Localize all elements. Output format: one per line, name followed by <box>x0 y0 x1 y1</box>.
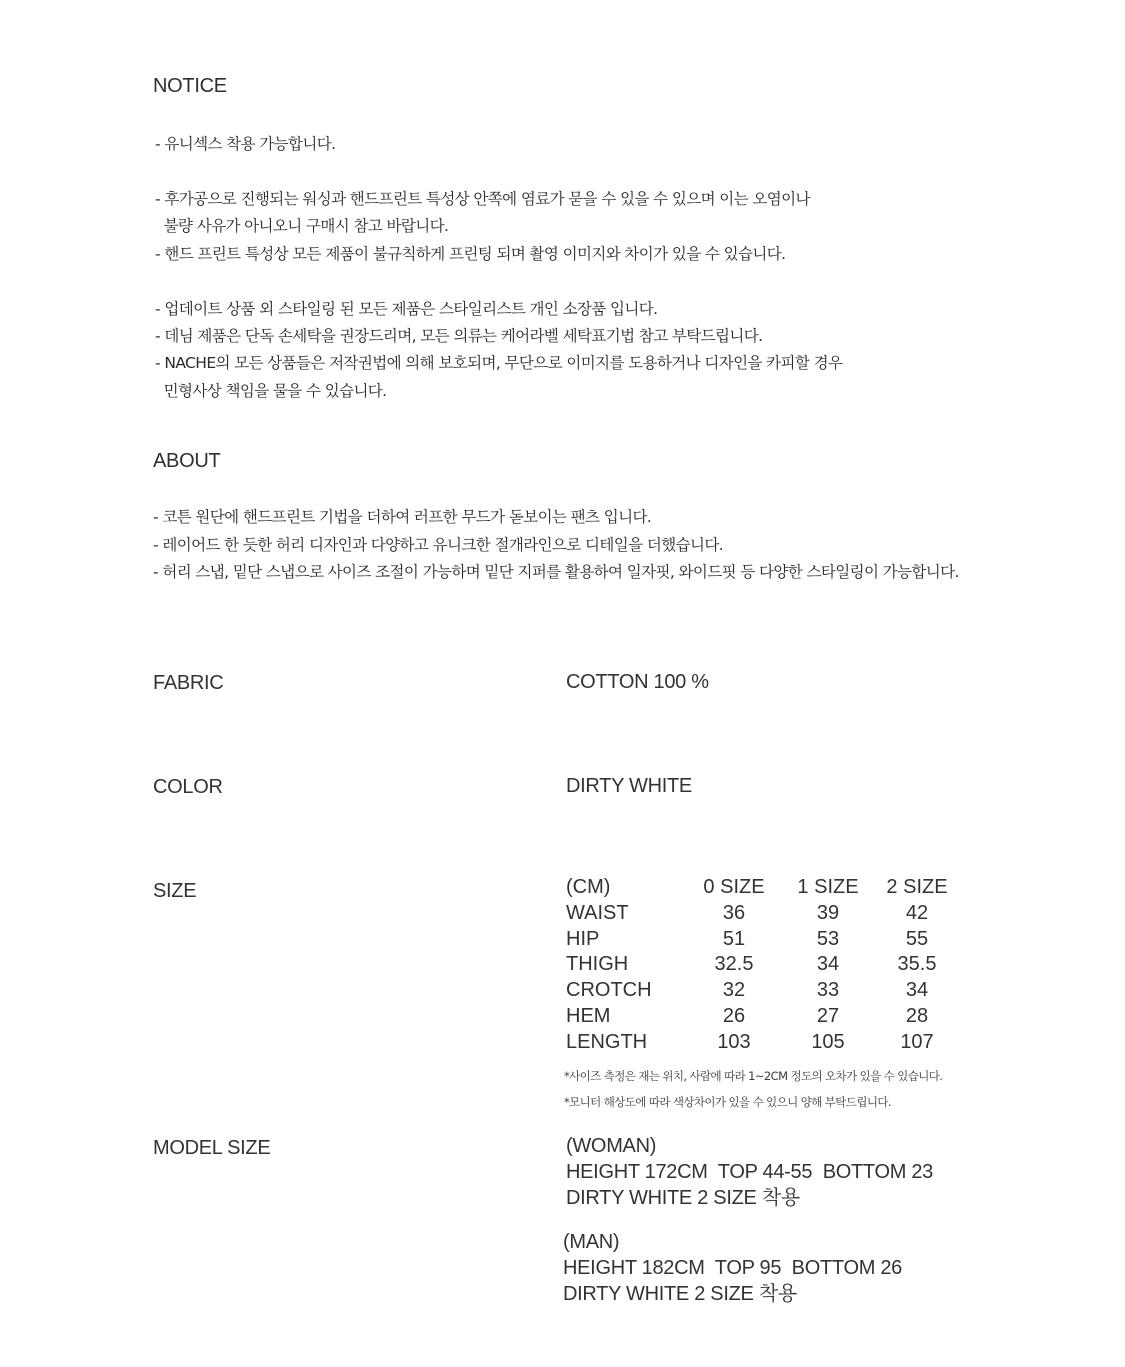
fabric-label: FABRIC <box>153 672 224 694</box>
size-header-0: 0 SIZE <box>703 876 765 898</box>
size-cell: 28 <box>905 1004 929 1027</box>
model-woman-wearing: DIRTY WHITE 2 SIZE 착용 <box>566 1187 800 1209</box>
size-cell: 32 <box>722 979 746 1002</box>
size-cell: 35.5 <box>897 953 937 976</box>
size-cell: 53 <box>816 927 840 950</box>
size-table-row <box>566 1030 952 1056</box>
about-heading: ABOUT <box>153 450 221 472</box>
size-row-label: HIP <box>566 927 600 950</box>
size-row-label: LENGTH <box>566 1030 648 1053</box>
size-cell: 34 <box>816 953 840 976</box>
size-cell: 33 <box>816 979 840 1002</box>
size-row-label: HEM <box>566 1004 611 1027</box>
size-note: *모니터 해상도에 따라 색상차이가 있을 수 있으니 양해 부탁드립니다. <box>564 1095 891 1109</box>
model-woman-block <box>566 1133 933 1211</box>
size-header-2: 2 SIZE <box>886 876 948 898</box>
size-table-row <box>566 978 952 1004</box>
model-size-label: MODEL SIZE <box>153 1137 271 1159</box>
size-note: *사이즈 측정은 재는 위치, 사람에 따라 1~2CM 정도의 오차가 있을 수 있습니다. <box>564 1069 943 1083</box>
notice-line: - 후가공으로 진행되는 워싱과 핸드프린트 특성상 안쪽에 염료가 묻을 수 있을 수 있으며 이는 오염이나 <box>155 190 810 208</box>
notice-heading: NOTICE <box>153 75 227 97</box>
size-header-unit: (CM) <box>566 876 611 898</box>
size-cell: 103 <box>717 1030 751 1053</box>
size-cell: 32.5 <box>714 953 754 976</box>
notice-line: 민형사상 책임을 물을 수 있습니다. <box>155 382 387 400</box>
size-cell: 27 <box>816 1004 840 1027</box>
model-man-measurements: HEIGHT 182CM TOP 95 BOTTOM 26 <box>563 1257 902 1279</box>
size-table <box>566 875 952 1056</box>
size-table-row <box>566 1004 952 1030</box>
about-line: - 코튼 원단에 핸드프린트 기법을 더하여 러프한 무드가 돋보이는 팬츠 입니다. <box>153 508 652 526</box>
size-cell: 51 <box>722 927 746 950</box>
size-row-label: CROTCH <box>566 979 652 1002</box>
model-man-wearing: DIRTY WHITE 2 SIZE 착용 <box>563 1283 797 1305</box>
model-man-block <box>563 1229 902 1307</box>
size-row-label: WAIST <box>566 901 629 924</box>
model-woman-measurements: HEIGHT 172CM TOP 44-55 BOTTOM 23 <box>566 1161 933 1183</box>
notice-line: - NACHE의 모든 상품들은 저작권법에 의해 보호되며, 무단으로 이미지를 도용하거나 디자인을 카피할 경우 <box>155 354 843 372</box>
size-header-1: 1 SIZE <box>797 876 859 898</box>
notice-line: - 핸드 프린트 특성상 모든 제품이 불규칙하게 프린팅 되며 촬영 이미지와 차이가 있을 수 있습니다. <box>155 245 786 263</box>
about-line: - 레이어드 한 듯한 허리 디자인과 다양하고 유니크한 절개라인으로 디테일을 더했습니다. <box>153 536 724 554</box>
size-table-header-row <box>566 875 952 901</box>
size-cell: 39 <box>816 901 840 924</box>
model-woman-title: (WOMAN) <box>566 1135 657 1157</box>
size-cell: 34 <box>905 979 929 1002</box>
size-cell: 26 <box>722 1004 746 1027</box>
notice-line: 불량 사유가 아니오니 구매시 참고 바랍니다. <box>155 217 449 235</box>
size-label: SIZE <box>153 880 197 902</box>
size-row-label: THIGH <box>566 953 629 976</box>
size-table-row <box>566 901 952 927</box>
size-cell: 55 <box>905 927 929 950</box>
notice-line: - 업데이트 상품 외 스타일링 된 모든 제품은 스타일리스트 개인 소장품 입니다. <box>155 300 658 318</box>
color-value: DIRTY WHITE <box>566 775 692 797</box>
notice-line: - 데님 제품은 단독 손세탁을 권장드리며, 모든 의류는 케어라벨 세탁표기법 참고 부탁드립니다. <box>155 327 763 345</box>
size-table-row <box>566 927 952 953</box>
size-cell: 42 <box>905 901 929 924</box>
model-man-title: (MAN) <box>563 1231 620 1253</box>
color-label: COLOR <box>153 776 223 798</box>
fabric-value: COTTON 100 % <box>566 671 709 693</box>
size-cell: 107 <box>900 1030 934 1053</box>
size-cell: 36 <box>722 901 746 924</box>
about-line: - 허리 스냅, 밑단 스냅으로 사이즈 조절이 가능하며 밑단 지퍼를 활용하여 일자핏, 와이드핏 등 다양한 스타일링이 가능합니다. <box>153 563 959 581</box>
size-cell: 105 <box>811 1030 845 1053</box>
notice-line: - 유니섹스 착용 가능합니다. <box>155 135 336 153</box>
size-table-row <box>566 952 952 978</box>
